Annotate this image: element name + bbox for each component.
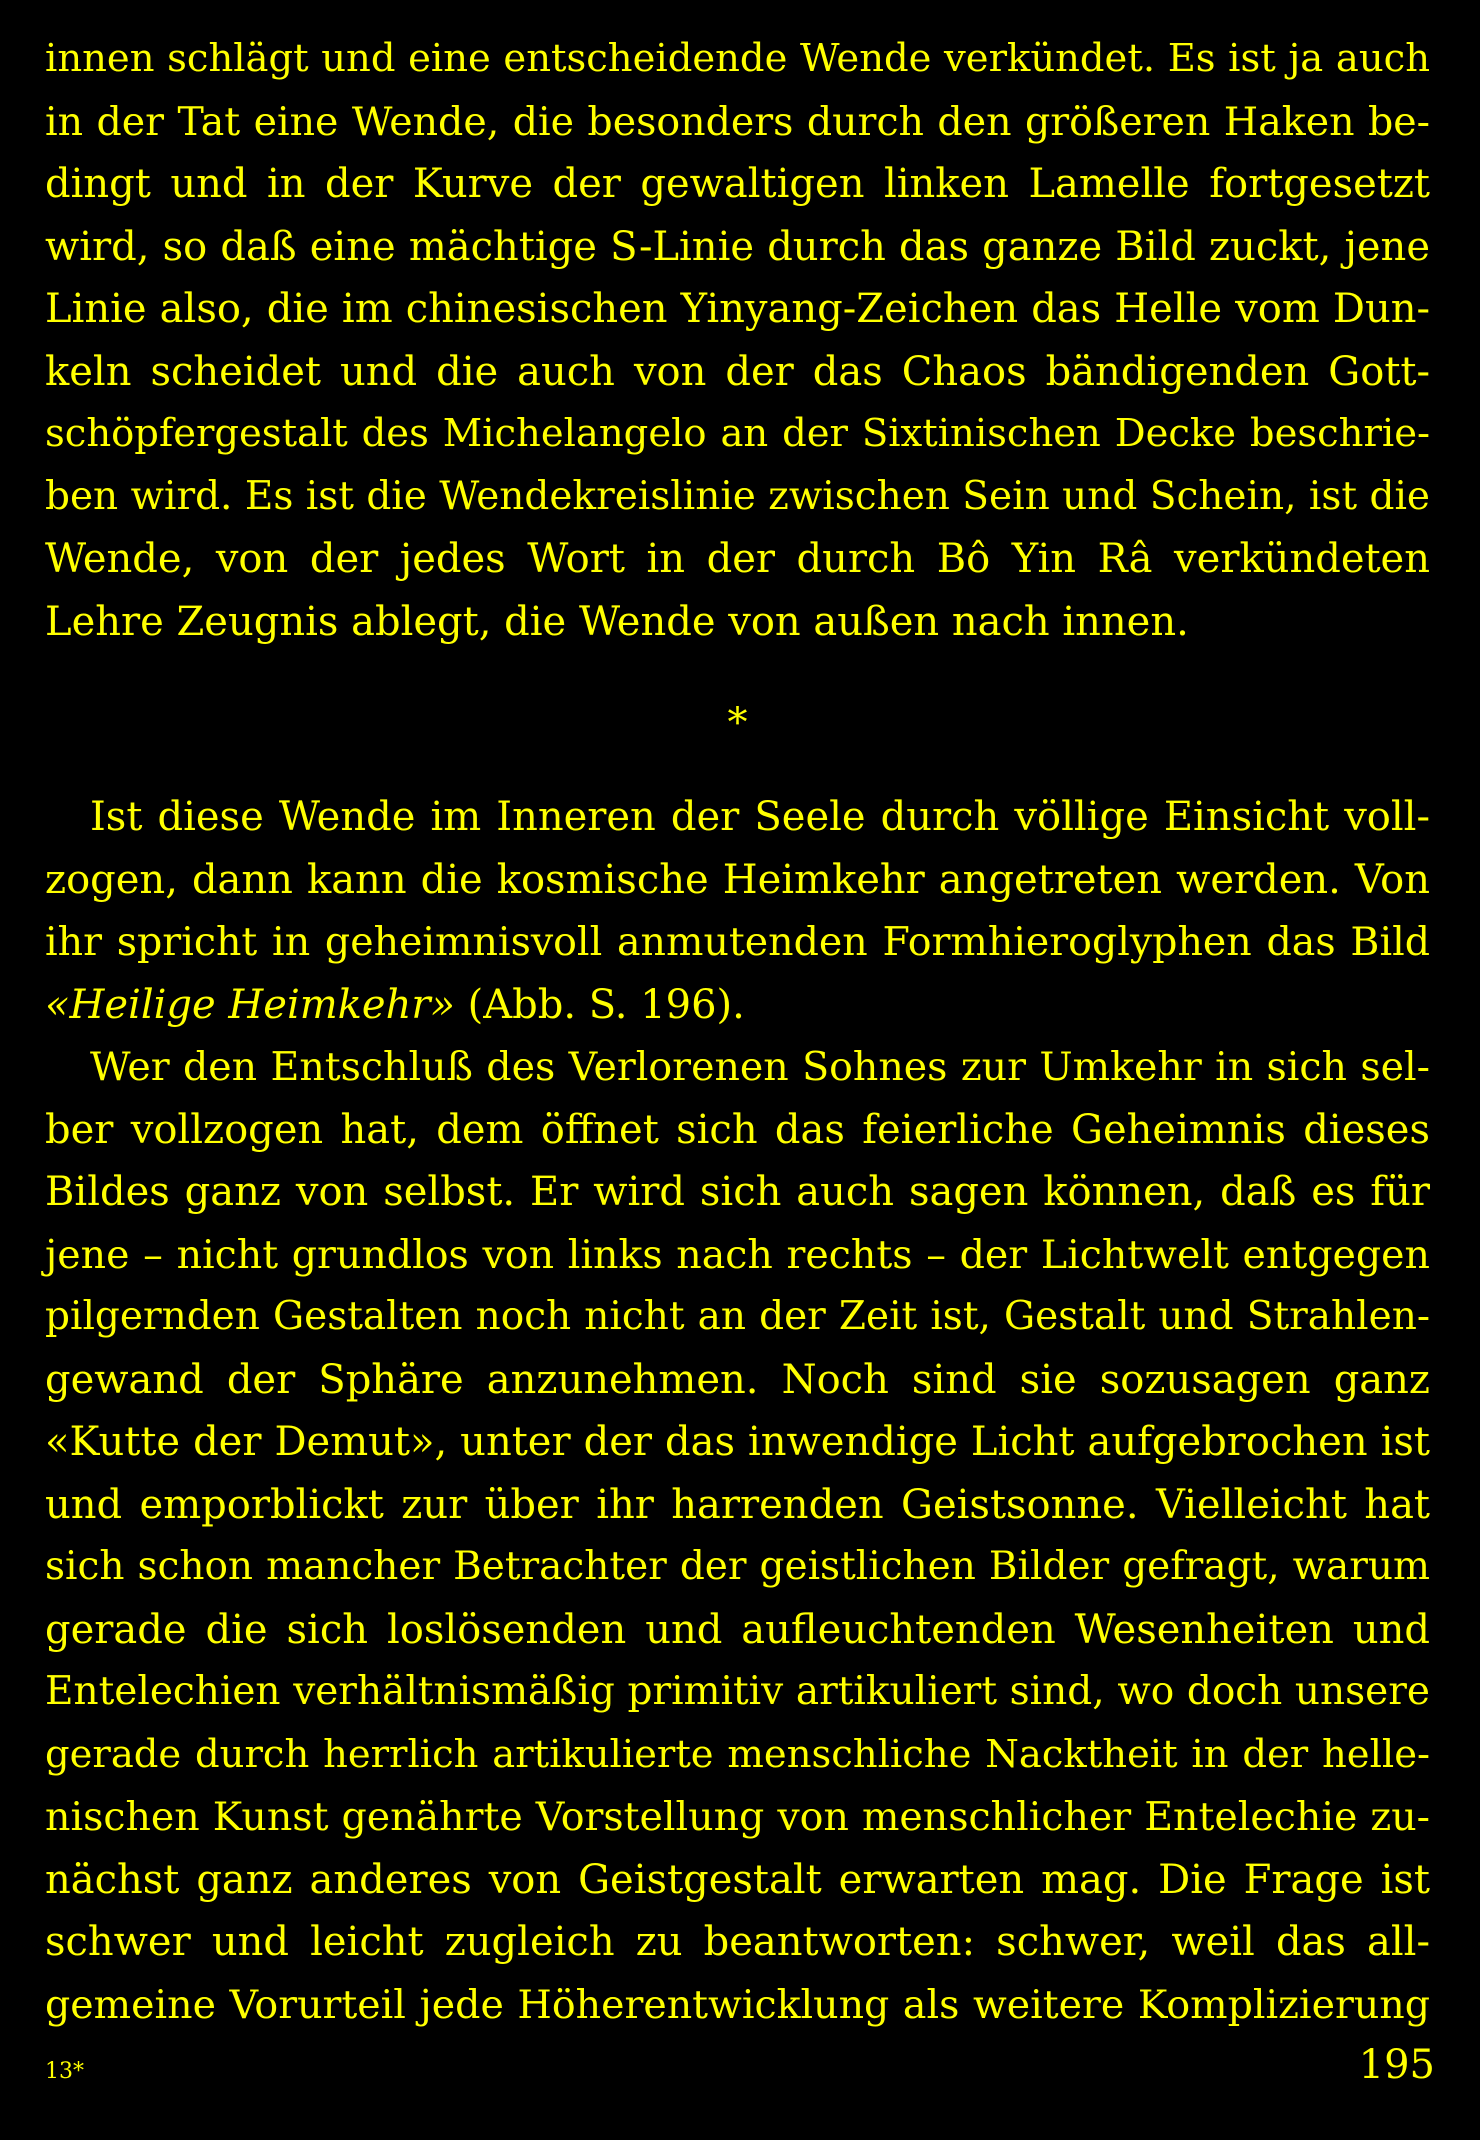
- artwork-title: «Heilige Heimkehr»: [45, 981, 455, 1028]
- text-line: Wende, von der jedes Wort in der durch Bô Yin Râ verkündeten: [45, 536, 1430, 582]
- text-line: Ist diese Wende im Inneren der Seele durch völlige Einsicht voll-: [90, 794, 1430, 840]
- text-line: jene – nicht grundlos von links nach rechts – der Lichtwelt entgegen: [45, 1231, 1430, 1278]
- text-line: gerade die sich loslösenden und aufleuchtenden Wesenheiten und: [45, 1606, 1430, 1653]
- section-separator: *: [727, 700, 748, 746]
- text-line: nächst ganz anderes von Geistgestalt erwarten mag. Die Frage ist: [45, 1856, 1430, 1903]
- text-line: Lehre Zeugnis ablegt, die Wende von außen nach innen.: [45, 598, 1189, 645]
- text-line: ihr spricht in geheimnisvoll anmutenden Formhieroglyphen das Bild: [45, 919, 1430, 965]
- book-page: [45, 28, 1430, 2118]
- text-line: und emporblickt zur über ihr harrenden Geistsonne. Vielleicht hat: [45, 1481, 1430, 1528]
- text-line: Linie also, die im chinesischen Yinyang-Zeichen das Helle vom Dun-: [45, 286, 1430, 332]
- text-line: Entelechien verhältnismäßig primitiv artikuliert sind, wo doch unsere: [45, 1669, 1430, 1714]
- text-line: wird, so daß eine mächtige S-Linie durch das ganze Bild zuckt, jene: [45, 223, 1430, 270]
- text-line: [45, 974, 1430, 1037]
- text-line: innen schlägt und eine entscheidende Wende verkündet. Es ist ja auch: [45, 36, 1430, 81]
- text-line: zogen, dann kann die kosmische Heimkehr angetreten werden. Von: [45, 856, 1430, 903]
- text-line: schöpfergestalt des Michelangelo an der Sixtinischen Decke beschrie-: [45, 411, 1430, 456]
- paragraph-3: [45, 1036, 1430, 2036]
- text-line: nischen Kunst genährte Vorstellung von menschlicher Entelechie zu-: [45, 1794, 1430, 1840]
- figure-reference: (Abb. S. 196).: [454, 981, 745, 1028]
- text-line: in der Tat eine Wende, die besonders durch den größeren Haken be-: [45, 98, 1430, 145]
- text-line: keln scheidet und die auch von der das Chaos bändigenden Gott-: [45, 348, 1430, 395]
- text-line: «Kutte der Demut», unter der das inwendige Licht aufgebrochen ist: [45, 1419, 1430, 1465]
- text-line: gewand der Sphäre anzunehmen. Noch sind sie sozusagen ganz: [45, 1356, 1430, 1403]
- text-line: ber vollzogen hat, dem öffnet sich das feierliche Geheimnis dieses: [45, 1106, 1430, 1153]
- text-line: ben wird. Es ist die Wendekreislinie zwischen Sein und Schein, ist die: [45, 473, 1430, 519]
- page-number: 195: [1358, 2042, 1435, 2088]
- text-line: pilgernden Gestalten noch nicht an der Zeit ist, Gestalt und Strahlen-: [45, 1294, 1430, 1339]
- signature-mark: 13*: [45, 2059, 84, 2084]
- text-line: sich schon mancher Betrachter der geistlichen Bilder gefragt, warum: [45, 1544, 1430, 1589]
- paragraph-2: [45, 786, 1430, 1036]
- text-line: Bildes ganz von selbst. Er wird sich auch sagen können, daß es für: [45, 1169, 1430, 1215]
- text-line: Wer den Entschluß des Verlorenen Sohnes zur Umkehr in sich sel-: [90, 1044, 1430, 1090]
- text-line: gemeine Vorurteil jede Höherentwicklung als weitere Komplizierung: [45, 1981, 1430, 2028]
- text-line: gerade durch herrlich artikulierte menschliche Nacktheit in der helle-: [45, 1731, 1430, 1777]
- text-line: dingt und in der Kurve der gewaltigen linken Lamelle fortgesetzt: [45, 161, 1430, 207]
- text-line: schwer und leicht zugleich zu beantworten: schwer, weil das all-: [45, 1919, 1430, 1965]
- paragraph-1: [45, 28, 1430, 653]
